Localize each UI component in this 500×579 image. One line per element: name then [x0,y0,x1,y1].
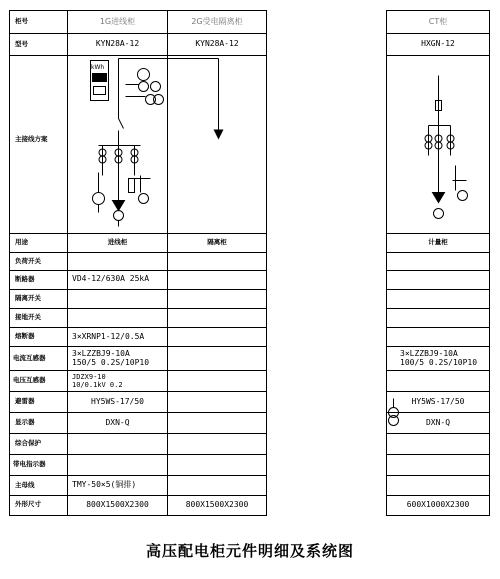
ct-cabinet-diagram [425,76,468,219]
indicator-lamp-icon [139,194,149,204]
row-label-breaker: 断路器 [15,275,35,283]
column-header-3: CT柜 [428,17,448,26]
col1-ct-line2: 150/5 0.2S/10P10 [72,358,150,367]
row-label-load-switch: 负荷开关 [15,257,41,265]
col3-ct-line1: 3×LZZBJ9-10A [400,349,458,358]
row-label-isolating-switch: 隔离开关 [15,294,41,302]
row-label-signal-indicator: 带电指示器 [13,460,46,468]
row-label-indicator: 显示器 [15,418,35,426]
col3-ct-line2: 100/5 0.2S/10P10 [400,358,478,367]
page-title: 高压配电柜元件明细及系统图 [145,542,354,560]
col1-indicator: DXN-Q [105,418,130,427]
col1-meter-label: kWh [91,64,105,71]
col1-ct-line1: 3×LZZBJ9-10A [72,349,130,358]
col3-dimensions: 600X1000X2300 [406,500,470,509]
col1-arrester: HY5WS-17/50 [91,397,144,406]
col3-arrester: HY5WS-17/50 [411,397,465,406]
col3-model: HXGN-12 [421,39,455,48]
row-label-scheme: 主接线方案 [15,135,48,143]
col3-usage: 计量柜 [428,238,448,246]
incoming-cabinet-diagram [91,59,219,227]
col1-vt-line2: 10/0.1kV 0.2 [72,381,123,389]
col1-usage: 进线柜 [107,238,128,246]
row-label-dimensions: 外形尺寸 [15,500,41,508]
row-label-grounding-switch: 接地开关 [15,313,41,321]
col2-usage: 隔离柜 [207,238,227,246]
row-label-cabinet-no: 柜号 [15,17,28,25]
voltage-transformer-icon [93,193,105,205]
row-label-cable: 主母线 [15,481,35,489]
col1-vt-line1: JDZX9-10 [72,373,106,381]
col3-indicator: DXN-Q [425,418,451,427]
col2-dimensions: 800X1500X2300 [185,500,249,509]
row-label-voltage-transformer: 电压互感器 [13,376,46,384]
column-header-2: 2G受电隔离柜 [191,17,243,26]
arrester-icon [114,211,124,221]
isolation-feed-arrow [214,130,224,140]
voltmeter-icon [138,69,150,81]
col1-breaker: VD4-12/630A 25kA [72,274,150,283]
col1-dimensions: 800X1500X2300 [86,500,149,509]
col1-fuse: 3×XRNP1-12/0.5A [72,332,145,341]
row-label-backup: 综合保护 [15,439,41,447]
col1-cable: TMY-50×5(铜排) [72,480,137,489]
row-label-arrester: 避雷器 [15,397,35,405]
row-label-current-transformer: 电流互感器 [13,354,46,362]
col2-model: KYN28A-12 [195,39,239,48]
column-header-1: 1G进线柜 [99,17,136,26]
row-label-fuse: 熔断器 [15,332,35,340]
row-label-usage: 用途 [15,238,28,246]
col1-model: KYN28A-12 [95,39,140,48]
row-label-model: 型号 [15,40,28,48]
